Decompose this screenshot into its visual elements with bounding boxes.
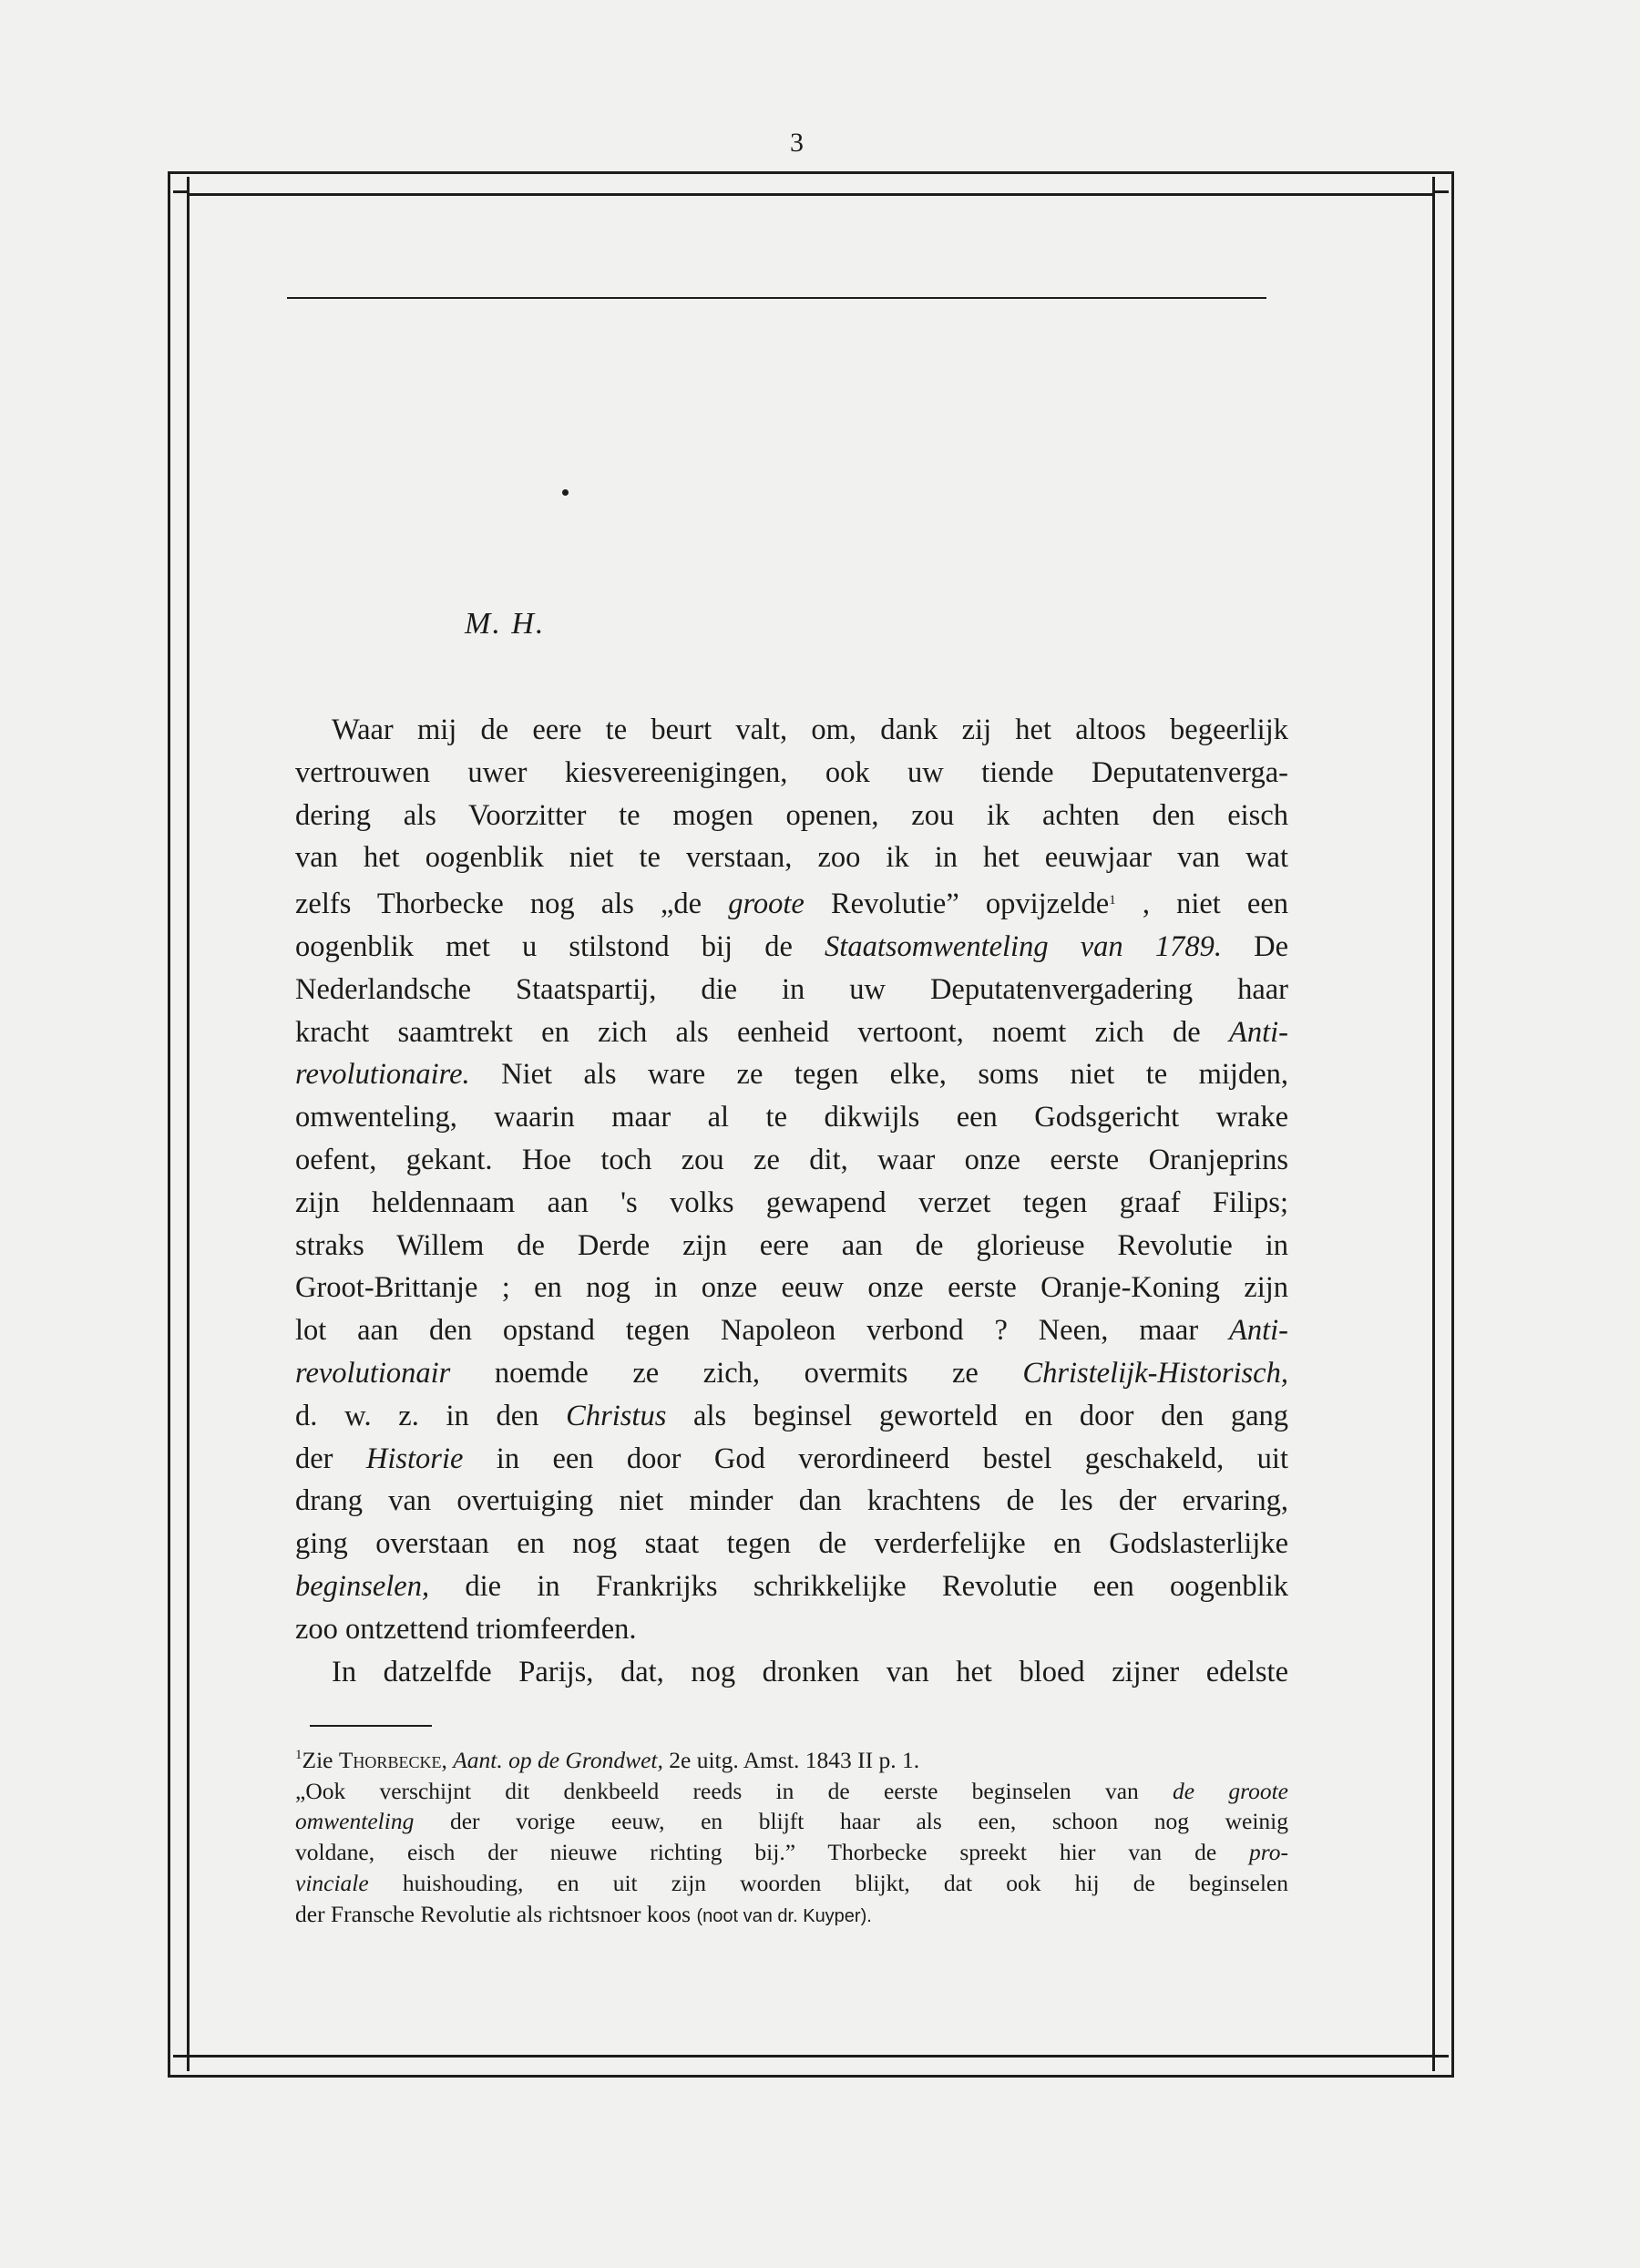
text-line: omwenteling, waarin maar al te dikwijls een Godsgericht wrake [295,1101,1288,1134]
text-line: zijn heldennaam aan 's volks gewapend verzet tegen graaf Filips; [295,1185,1288,1219]
italic-text: pro- [1249,1839,1288,1866]
text-line: zoo ontzettend triomfeerden. [295,1612,637,1646]
footnote-marker: 1 [1109,893,1116,908]
text-line: Groot-Brittanje ; en nog in onze eeuw onze eerste Oranje-Koning zijn [295,1271,1288,1305]
body-text [295,709,1288,1693]
text-line: d. w. z. in den Christus als beginsel geworteld en door den gang [295,1399,1288,1432]
footnote-rule [310,1725,432,1727]
text-line: vertrouwen uwer kiesvereenigingen, ook uw tiende Deputatenverga- [295,755,1288,789]
frame-corner-bottom-right [1432,2055,1449,2071]
italic-text: Staatsomwenteling van 1789. [825,929,1222,963]
ornament-dot [562,489,569,496]
text-line: oogenblik met u stilstond bij de Staatsomwenteling van 1789. De [295,929,1289,963]
text-line: Nederlandsche Staatspartij, die in uw Deputatenvergadering haar [295,972,1288,1006]
text-line: oefent, gekant. Hoe toch zou ze dit, waar onze eerste Oranjeprins [295,1143,1288,1176]
footnote-line: $^1$Zie Thorbecke, Aant. op de Grondwet, 2e uitg. Amst. 1843 II p. 1. [295,1747,920,1773]
text-line: van het oogenblik niet te verstaan, zoo ik in het eeuwjaar van wat [295,841,1288,875]
italic-text: revolutionaire. [295,1058,470,1092]
header-rule [287,297,1266,299]
frame-corner-top-right [1432,177,1449,193]
text-line: beginselen, die in Frankrijks schrikkelijke Revolutie een oogenblik [295,1569,1288,1603]
italic-text: Anti- [1229,1015,1288,1049]
text-line: revolutionair noemde ze zich, overmits ze Christelijk-Historisch, [295,1356,1288,1390]
text-line: ging overstaan en nog staat tegen de verderfelijke en Godslasterlijke [295,1527,1288,1561]
text-line: straks Willem de Derde zijn eere aan de glorieuse Revolutie in [295,1228,1288,1262]
author-name: Thorbecke, [338,1747,447,1773]
footnote [295,1740,1288,1932]
footnote-line: voldane, eisch der nieuwe richting bij.” Thorbecke spreekt hier van de pro- [295,1839,1288,1866]
footnote-line: vinciale huishouding, en uit zijn woorden blijkt, dat ook hij de beginselen [295,1869,1288,1896]
italic-text: Aant. op de Grondwet, [453,1747,663,1773]
text-line: zelfs Thorbecke nog als „de groote Revolutie” opvijzelde$^1$ , niet een [295,888,1289,921]
italic-text: de groote [1173,1777,1288,1804]
text-line: lot aan den opstand tegen Napoleon verbond ? Neen, maar Anti- [295,1314,1288,1348]
text-line: In datzelfde Parijs, dat, nog dronken van het bloed zijner edelste [332,1655,1288,1688]
editor-note: (noot van dr. Kuyper). [696,1905,872,1926]
text-line: Waar mij de eere te beurt valt, om, dank zij het altoos begeerlijk [332,713,1288,746]
footnote-marker: 1 [295,1748,302,1762]
text-line: revolutionaire. Niet als ware ze tegen elke, soms niet te mijden, [295,1058,1288,1092]
italic-text: Christelijk-Historisch, [1022,1356,1288,1390]
text-line: kracht saamtrekt en zich als eenheid vertoont, noemt zich de Anti- [295,1015,1288,1049]
page-number: 3 [790,128,805,158]
italic-text: beginselen, [295,1569,430,1603]
frame-corner-top-left [173,177,190,193]
footnote-line: „Ook verschijnt dit denkbeeld reeds in de eerste beginselen van de groote [295,1777,1288,1804]
italic-text: omwenteling [295,1808,415,1835]
text-line: drang van overtuiging niet minder dan krachtens de les der ervaring, [295,1484,1288,1518]
italic-text: revolutionair [295,1356,451,1390]
frame-corner-bottom-left [173,2055,190,2071]
text-line: der Historie in een door God verordineerd bestel geschakeld, uit [295,1442,1288,1475]
footnote-line: der Fransche Revolutie als richtsnoer koos (noot van dr. Kuyper). [295,1900,872,1927]
footnote-line: omwenteling der vorige eeuw, en blijft haar als een, schoon nog weinig [295,1808,1288,1835]
italic-text: vinciale [295,1869,369,1896]
italic-text: Historie [365,1442,464,1475]
italic-text: groote [728,888,805,921]
italic-text: Christus [566,1399,667,1432]
italic-text: Anti- [1229,1314,1288,1348]
salutation: M. H. [465,607,546,641]
text-line: dering als Voorzitter te mogen openen, zou ik achten den eisch [295,798,1288,832]
